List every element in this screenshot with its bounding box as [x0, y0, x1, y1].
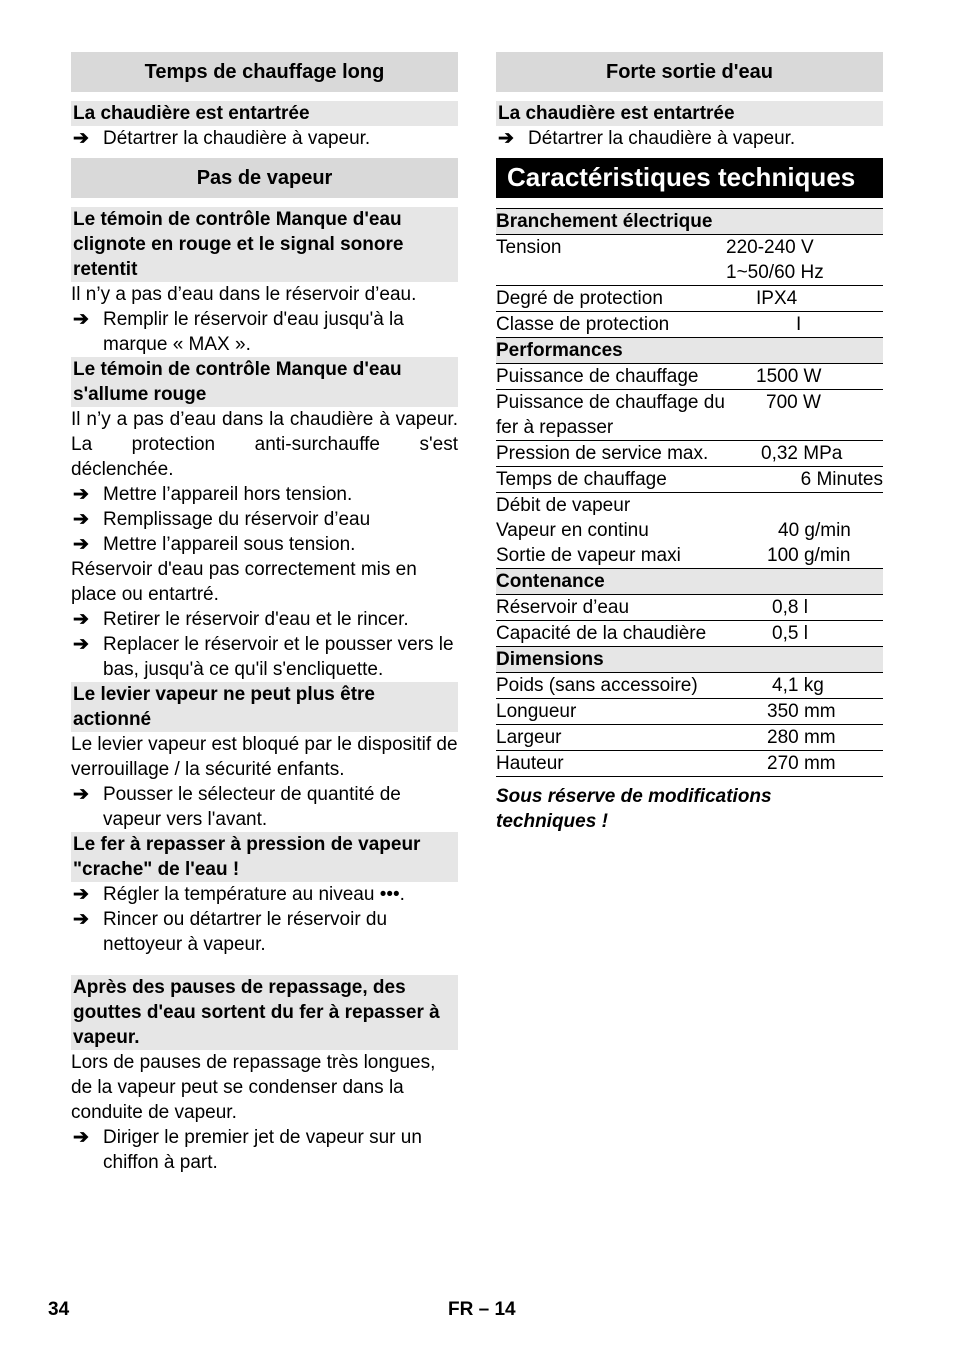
table-row: Temps de chauffage 6 Minutes: [496, 467, 883, 493]
table-row: Capacité de la chaudière 0,5 l: [496, 621, 883, 647]
list-item: ➔ Replacer le réservoir et le pousser vers le bas, jusqu'à ce qu'il s'encliquette.: [73, 634, 454, 680]
arrow-right-icon: ➔: [73, 128, 89, 149]
page-number: 34: [48, 1299, 70, 1320]
table-row: Pression de service max. 0,32 MPa: [496, 441, 883, 467]
list-item: ➔ Pousser le sélecteur de quantité de vapeur vers l'avant.: [73, 784, 401, 830]
table-row: Puissance de chauffage 1500 W: [496, 364, 883, 390]
specs-table: [496, 208, 883, 777]
list-item: ➔ Remplir le réservoir d'eau jusqu'à la marque « MAX ».: [73, 309, 404, 355]
right-column: [496, 52, 883, 834]
list-item: ➔ Rincer ou détartrer le réservoir du nettoyeur à vapeur.: [73, 909, 388, 955]
arrow-right-icon: ➔: [73, 1127, 89, 1148]
table-row: Classe de protection I: [496, 312, 883, 338]
paragraph: Lors de pauses de repassage très longues, de la vapeur peut se condenser dans la conduite de vapeur.: [71, 1052, 436, 1123]
list-item: ➔ Détartrer la chaudière à vapeur.: [73, 128, 371, 149]
list-item: ➔ Régler la température au niveau •••.: [73, 884, 405, 905]
subheading-levier-vapeur: Le levier vapeur ne peut plus être actionné: [71, 682, 458, 732]
table-row: Degré de protection IPX4: [496, 286, 883, 312]
subheading-temoin-allume: Le témoin de contrôle Manque d'eau s'allume rouge: [71, 357, 458, 407]
list-item: ➔ Mettre l’appareil hors tension.: [73, 484, 353, 505]
table-row: Tension 220-240 V 1~50/60 Hz: [496, 235, 883, 286]
list-item: ➔ Retirer le réservoir d'eau et le rincer.: [73, 609, 409, 630]
arrow-right-icon: ➔: [73, 609, 89, 630]
list-item: ➔ Remplissage du réservoir d’eau: [73, 509, 371, 530]
arrow-right-icon: ➔: [73, 484, 89, 505]
table-category-row: Branchement électrique: [496, 209, 883, 235]
table-row: Puissance de chauffage du fer à repasser 700 W: [496, 390, 883, 441]
arrow-right-icon: ➔: [73, 309, 89, 330]
section-heading-pas-de-vapeur: Pas de vapeur: [71, 158, 458, 198]
section-heading-temps-chauffage: Temps de chauffage long: [71, 52, 458, 92]
arrow-right-icon: ➔: [73, 884, 89, 905]
table-category-row: Contenance: [496, 569, 883, 595]
subheading-apres-pauses: Après des pauses de repassage, des gouttes d'eau sortent du fer à repasser à vapeur.: [71, 975, 458, 1050]
arrow-right-icon: ➔: [498, 128, 514, 149]
page-code: FR – 14: [448, 1299, 516, 1320]
table-row: Vapeur en continu 40 g/min: [496, 520, 851, 541]
table-row: Sortie de vapeur maxi 100 g/min: [496, 545, 851, 566]
table-row: Largeur 280 mm: [496, 725, 883, 751]
subheading-temoin-clignote: Le témoin de contrôle Manque d'eau clignote en rouge et le signal sonore retentit: [71, 207, 458, 282]
list-item: ➔ Détartrer la chaudière à vapeur.: [498, 128, 796, 149]
specs-note: Sous réserve de modifications techniques !: [496, 786, 772, 832]
table-row: Poids (sans accessoire) 4,1 kg: [496, 673, 883, 699]
paragraph: Réservoir d'eau pas correctement mis en place ou entartré.: [71, 559, 417, 605]
table-category-row: Performances: [496, 338, 883, 364]
table-row: Hauteur 270 mm: [496, 751, 883, 777]
table-row: Réservoir d’eau 0,8 l: [496, 595, 883, 621]
subheading-chaudiere-entartree: La chaudière est entartrée: [496, 101, 883, 126]
arrow-right-icon: ➔: [73, 909, 89, 930]
arrow-right-icon: ➔: [73, 634, 89, 655]
subheading-chaudiere-entartree: La chaudière est entartrée: [71, 101, 458, 126]
paragraph: Le levier vapeur est bloqué par le dispositif de verrouillage / la sécurité enfants.: [71, 734, 458, 780]
paragraph: Il n’y a pas d’eau dans la chaudière à vapeur. La protection anti-surchauffe s'est déclenchée.: [71, 409, 458, 480]
list-item: ➔ Mettre l’appareil sous tension.: [73, 534, 356, 555]
table-row: Longueur 350 mm: [496, 699, 883, 725]
left-column: [71, 52, 458, 1175]
list-item: ➔ Diriger le premier jet de vapeur sur un chiffon à part.: [73, 1127, 422, 1173]
paragraph: Il n’y a pas d’eau dans le réservoir d’eau.: [71, 284, 417, 305]
arrow-right-icon: ➔: [73, 784, 89, 805]
table-category-row: Dimensions: [496, 647, 883, 673]
arrow-right-icon: ➔: [73, 509, 89, 530]
tech-specs-heading: Caractéristiques techniques: [496, 158, 883, 198]
table-row: Débit de vapeur: [496, 495, 631, 516]
section-heading-forte-sortie: Forte sortie d'eau: [496, 52, 883, 92]
subheading-fer-crache: Le fer à repasser à pression de vapeur "crache" de l'eau !: [71, 832, 458, 882]
arrow-right-icon: ➔: [73, 534, 89, 555]
